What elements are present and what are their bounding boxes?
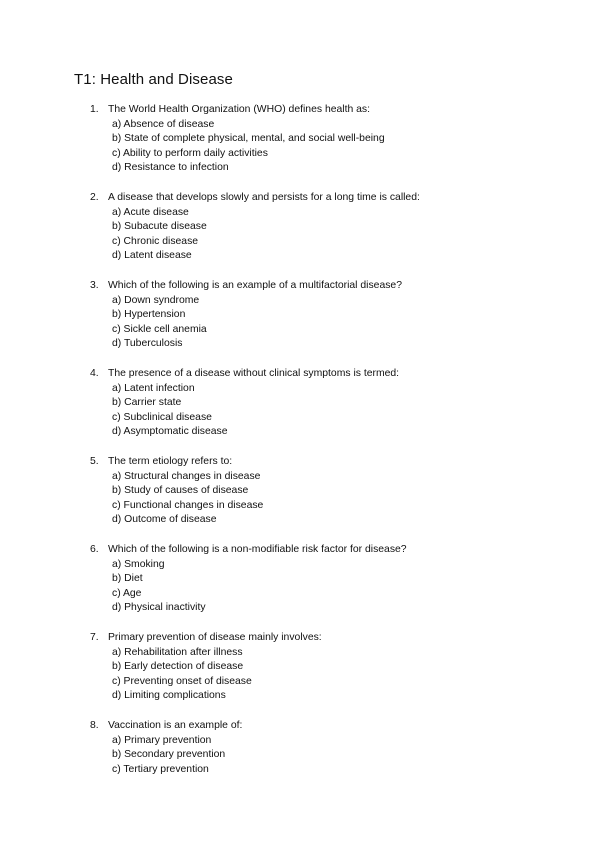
answer-option: d) Physical inactivity bbox=[112, 602, 206, 614]
answer-option: b) State of complete physical, mental, and social well-being bbox=[112, 133, 385, 145]
answer-option: b) Subacute disease bbox=[112, 221, 207, 233]
answer-option: a) Rehabilitation after illness bbox=[112, 646, 243, 658]
question-number: 4. bbox=[90, 368, 99, 379]
answer-option: a) Acute disease bbox=[112, 206, 189, 218]
question-text: A disease that develops slowly and persists for a long time is called: bbox=[108, 192, 420, 203]
answer-option: b) Diet bbox=[112, 573, 143, 585]
question-4 bbox=[0, 367, 600, 440]
answer-option: a) Absence of disease bbox=[112, 118, 215, 130]
answer-option: b) Hypertension bbox=[112, 309, 186, 321]
answer-option: a) Latent infection bbox=[112, 382, 195, 394]
answer-option: c) Ability to perform daily activities bbox=[112, 147, 268, 159]
question-number: 2. bbox=[90, 192, 99, 203]
question-number: 1. bbox=[90, 104, 99, 115]
answer-option: c) Preventing onset of disease bbox=[112, 675, 252, 687]
question-7 bbox=[0, 631, 600, 704]
question-text: Which of the following is an example of a multifactorial disease? bbox=[108, 280, 402, 291]
question-number: 8. bbox=[90, 720, 99, 731]
answer-option: b) Study of causes of disease bbox=[112, 485, 249, 497]
question-number: 5. bbox=[90, 456, 99, 467]
answer-option: c) Chronic disease bbox=[112, 235, 199, 247]
question-1 bbox=[0, 103, 600, 176]
answer-option: b) Carrier state bbox=[112, 397, 182, 409]
answer-option: d) Asymptomatic disease bbox=[112, 426, 228, 438]
question-5 bbox=[0, 455, 600, 528]
answer-option: b) Early detection of disease bbox=[112, 661, 244, 673]
question-text: The term etiology refers to: bbox=[108, 456, 233, 467]
answer-option: d) Latent disease bbox=[112, 250, 192, 262]
answer-option: d) Limiting complications bbox=[112, 690, 226, 702]
answer-option: a) Primary prevention bbox=[112, 734, 212, 746]
document-title: T1: Health and Disease bbox=[74, 71, 233, 88]
answer-option: b) Secondary prevention bbox=[112, 749, 226, 761]
question-6 bbox=[0, 543, 600, 616]
question-2 bbox=[0, 191, 600, 264]
answer-option: a) Smoking bbox=[112, 558, 165, 570]
answer-option: c) Sickle cell anemia bbox=[112, 323, 207, 335]
answer-option: c) Age bbox=[112, 587, 142, 599]
question-number: 6. bbox=[90, 544, 99, 555]
question-text: The World Health Organization (WHO) defines health as: bbox=[108, 104, 370, 115]
question-text: Vaccination is an example of: bbox=[108, 720, 243, 731]
question-text: The presence of a disease without clinical symptoms is termed: bbox=[108, 368, 400, 379]
answer-option: d) Tuberculosis bbox=[112, 338, 183, 350]
question-8 bbox=[0, 719, 600, 777]
question-text: Primary prevention of disease mainly involves: bbox=[108, 632, 322, 643]
question-text: Which of the following is a non-modifiable risk factor for disease? bbox=[108, 544, 407, 555]
answer-option: a) Structural changes in disease bbox=[112, 470, 261, 482]
answer-option: c) Tertiary prevention bbox=[112, 763, 209, 775]
answer-option: a) Down syndrome bbox=[112, 294, 200, 306]
question-number: 3. bbox=[90, 280, 99, 291]
answer-option: d) Outcome of disease bbox=[112, 514, 217, 526]
answer-option: d) Resistance to infection bbox=[112, 162, 229, 174]
answer-option: c) Subclinical disease bbox=[112, 411, 212, 423]
question-3 bbox=[0, 279, 600, 352]
question-number: 7. bbox=[90, 632, 99, 643]
answer-option: c) Functional changes in disease bbox=[112, 499, 264, 511]
